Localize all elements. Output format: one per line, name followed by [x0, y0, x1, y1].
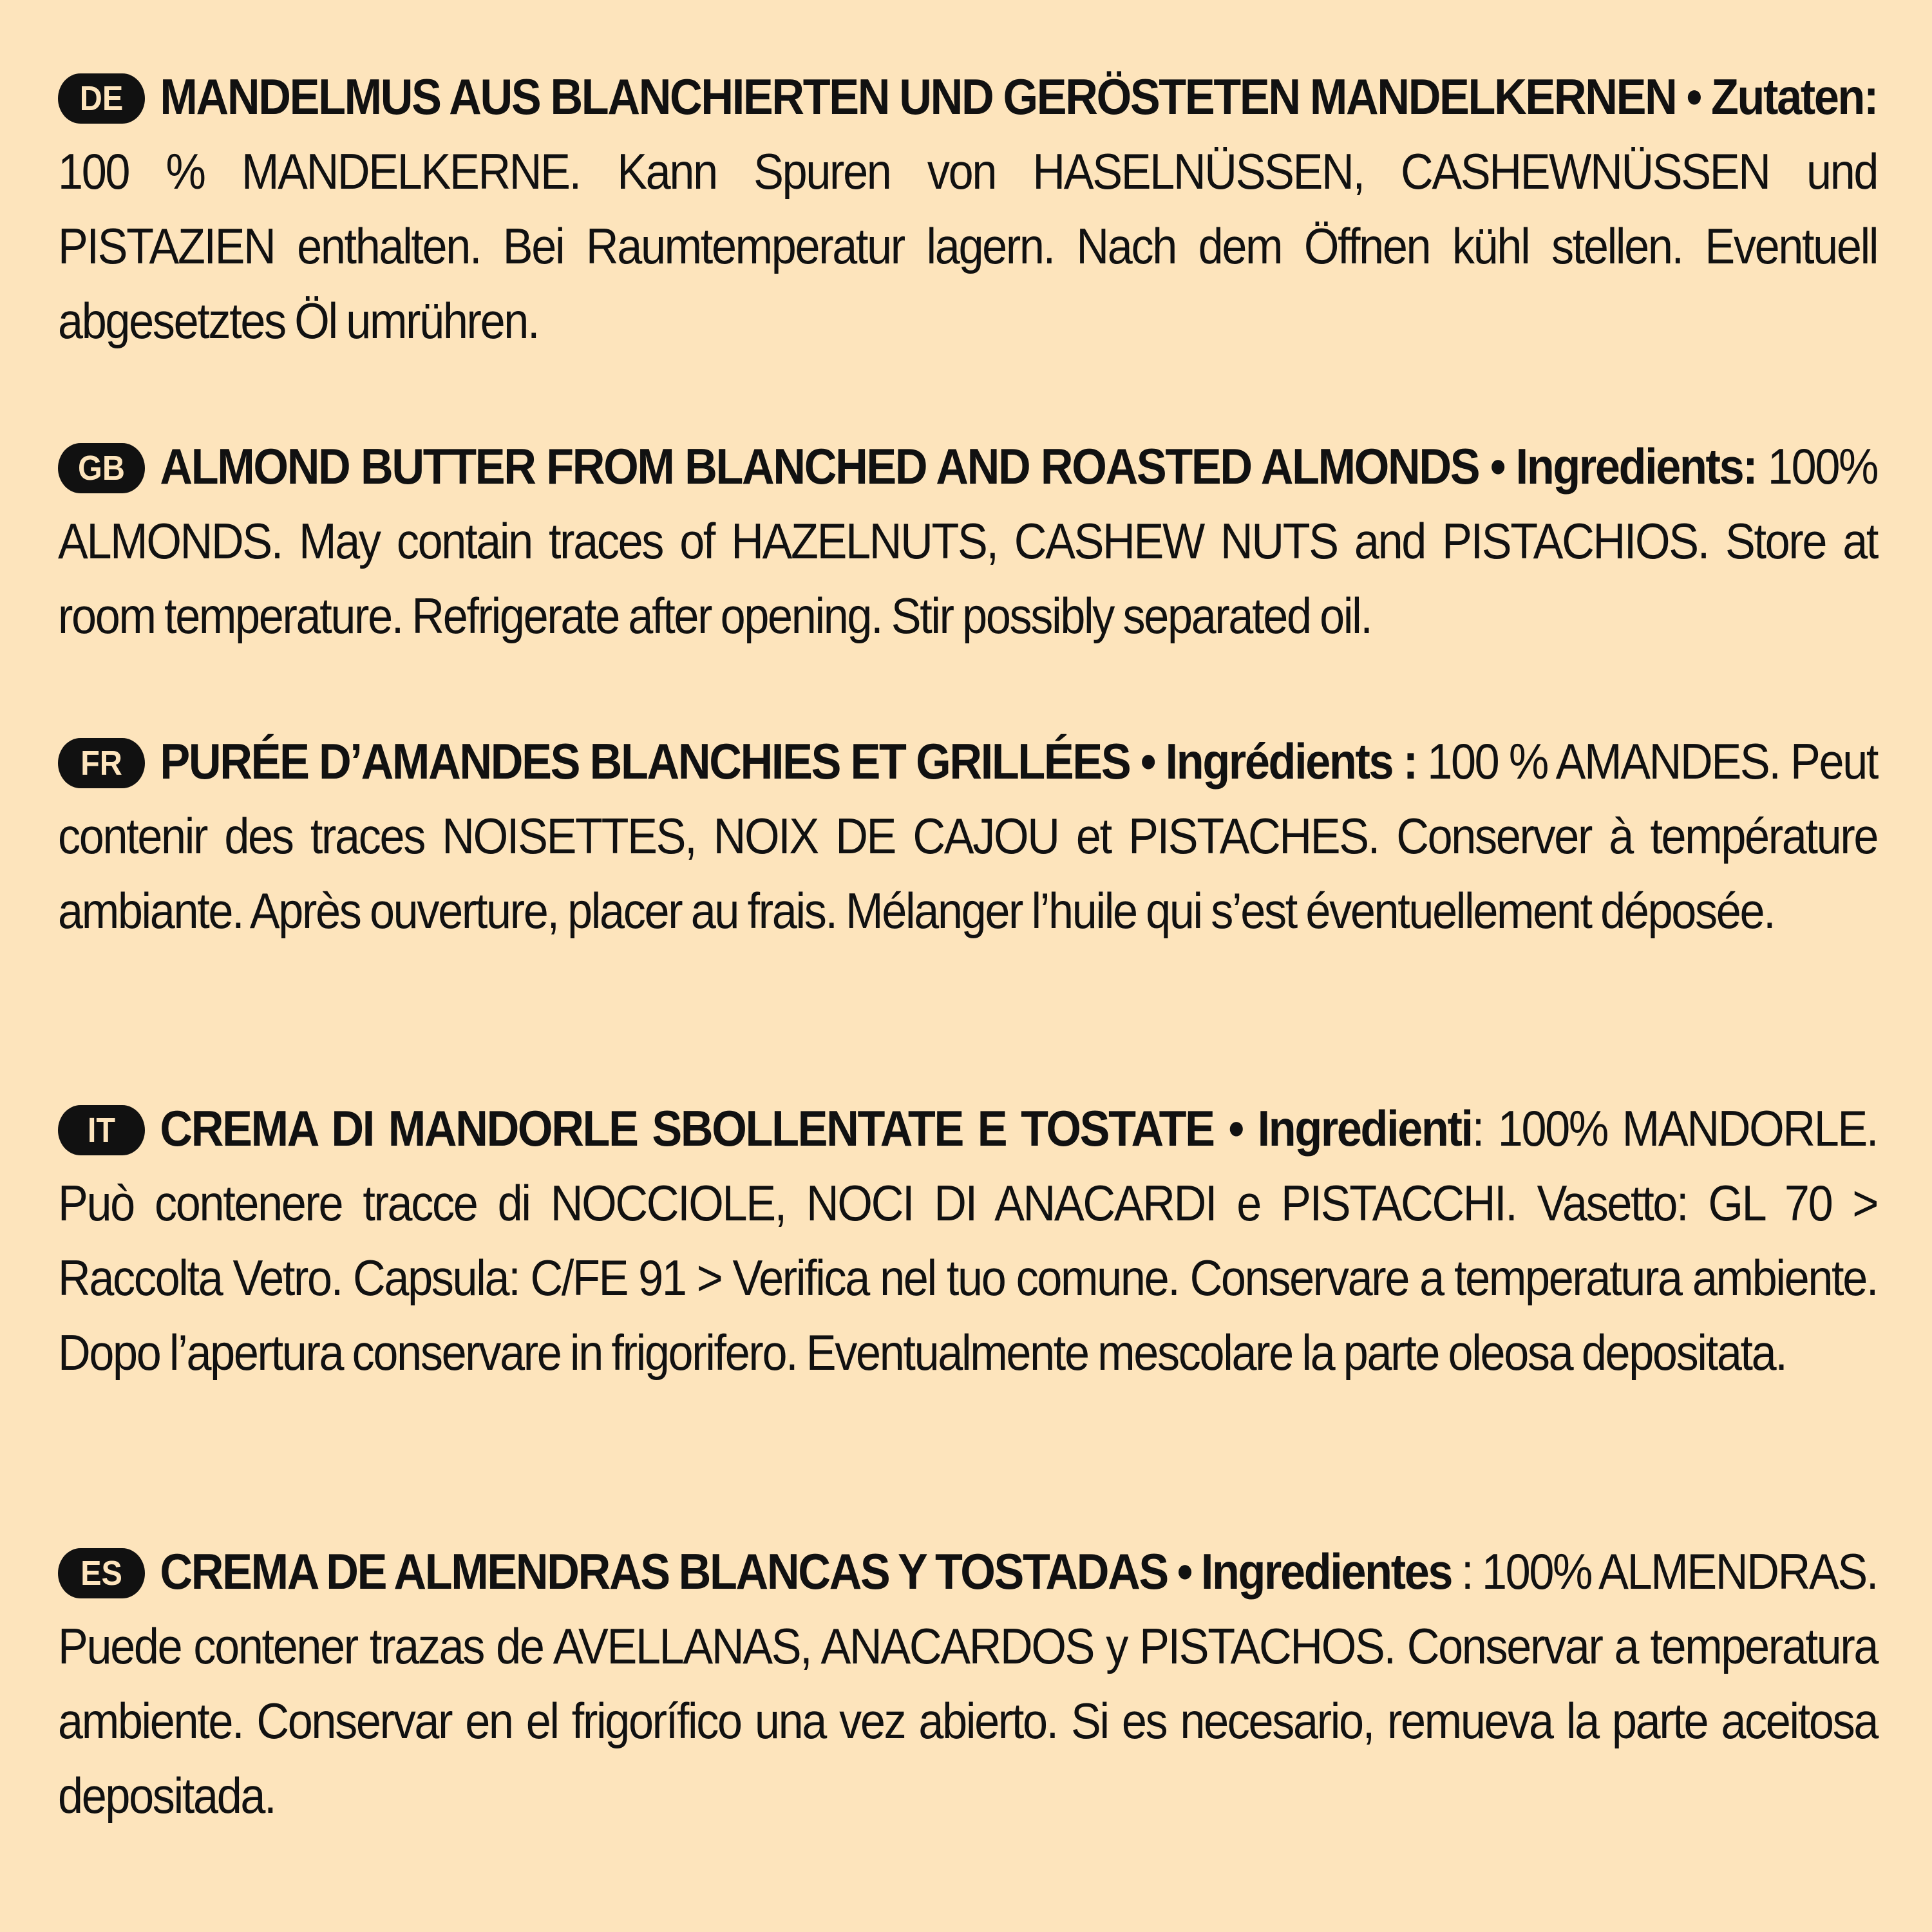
section-title-fr: PURÉE D’AMANDES BLANCHIES ET GRILLÉES — [160, 733, 1130, 790]
section-gb — [58, 429, 1877, 653]
section-separator-it: • — [1213, 1100, 1258, 1157]
language-badge-it: IT — [58, 1105, 145, 1155]
section-title-de: MANDELMUS AUS BLANCHIERTEN UND GERÖSTETEN MANDELKERNEN — [160, 68, 1676, 125]
section-body-gb: 100% ALMONDS. May contain traces of HAZELNUTS, CASHEW NUTS and PISTACHIOS. Store at room temperature. Refrigerate after opening. Stir possibly separated oil. — [58, 438, 1878, 644]
section-title-it: CREMA DI MANDORLE SBOLLENTATE E TOSTATE — [160, 1100, 1214, 1157]
section-body-fr: 100 % AMANDES. Peut contenir des traces NOISETTES, NOIX DE CAJOU et PISTACHES. Conserver à température ambiante. Après ouverture, placer au frais. Mélanger l’huile qui s’est éventuellement déposée. — [58, 733, 1878, 939]
section-body-es: : 100% ALMENDRAS. Puede contener trazas de AVELLANAS, ANACARDOS y PISTACHOS. Conservar a temperatura ambiente. Conservar en el frigorífico una vez abierto. Si es necesario, remueva la parte aceitosa depositada. — [58, 1543, 1878, 1824]
section-separator-fr: • — [1130, 733, 1166, 790]
section-title-gb: ALMOND BUTTER FROM BLANCHED AND ROASTED ALMONDS — [160, 438, 1479, 495]
ingredients-label-de: Zutaten: — [1710, 68, 1878, 125]
section-fr — [58, 724, 1877, 948]
section-body-de: 100 % MANDELKERNE. Kann Spuren von HASELNÜSSEN, CASHEWNÜSSEN und PISTAZIEN enthalten. Bei Raumtemperatur lagern. Nach dem Öffnen kühl stellen. Eventuell abgesetztes Öl umrühren. — [58, 143, 1878, 349]
section-separator-gb: • — [1479, 438, 1516, 495]
section-es — [58, 1534, 1877, 1833]
ingredients-label-it: Ingredienti — [1257, 1100, 1472, 1157]
language-badge-gb: GB — [58, 443, 145, 493]
language-badge-es: ES — [58, 1548, 145, 1598]
section-de — [58, 59, 1877, 358]
language-badge-de: DE — [58, 73, 145, 124]
ingredients-label-gb: Ingredients: — [1515, 438, 1757, 495]
section-title-es: CREMA DE ALMENDRAS BLANCAS Y TOSTADAS — [160, 1543, 1168, 1600]
section-body-it: : 100% MANDORLE. Può contenere tracce di NOCCIOLE, NOCI DI ANACARDI e PISTACCHI. Vasetto: GL 70 > Raccolta Vetro. Capsula: C/FE 91 > Verifica nel tuo comune. Conservare a temperatura ambiente. Dopo l’apertura conservare in frigorifero. Eventualmente mescolare la parte oleosa depositata. — [58, 1100, 1878, 1381]
section-separator-de: • — [1676, 68, 1711, 125]
ingredients-label-es: Ingredientes — [1200, 1543, 1452, 1600]
language-badge-fr: FR — [58, 738, 145, 788]
section-separator-es: • — [1167, 1543, 1201, 1600]
ingredients-label-fr: Ingrédients : — [1165, 733, 1417, 790]
section-it — [58, 1091, 1877, 1390]
